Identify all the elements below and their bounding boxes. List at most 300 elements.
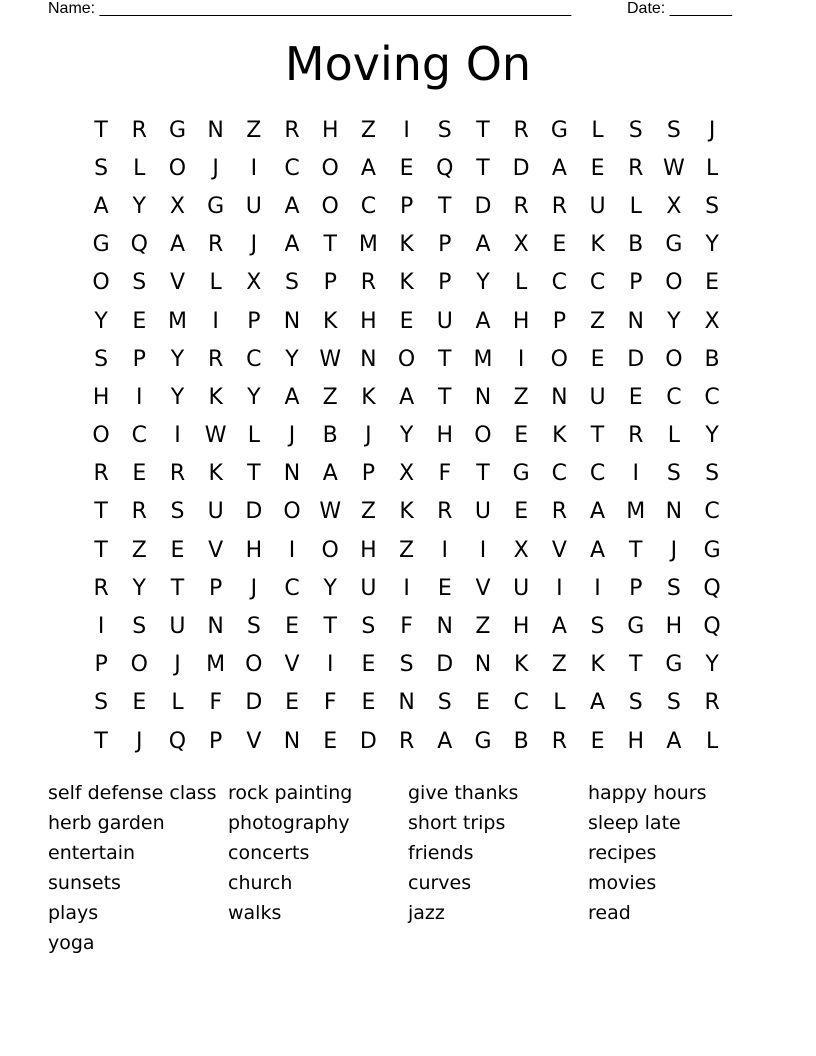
grid-row <box>82 111 732 149</box>
grid-letter[interactable]: L <box>209 270 222 296</box>
grid-letter[interactable]: J <box>365 423 372 449</box>
grid-letter[interactable]: A <box>93 193 109 219</box>
grid-letter[interactable]: E <box>361 652 376 678</box>
grid-letter[interactable]: T <box>628 537 643 563</box>
grid-letter[interactable]: Y <box>170 384 185 410</box>
grid-letter[interactable]: C <box>704 499 720 525</box>
grid-letter[interactable]: D <box>627 346 645 372</box>
grid-letter[interactable]: D <box>245 690 263 716</box>
grid-letter[interactable]: A <box>590 690 606 716</box>
grid-letter[interactable]: X <box>246 270 262 296</box>
grid-letter[interactable]: T <box>94 499 108 525</box>
grid-letter[interactable]: A <box>666 728 682 754</box>
grid-letter[interactable]: J <box>250 232 258 258</box>
word-bank-item: walks <box>228 902 282 924</box>
grid-letter[interactable]: P <box>323 270 337 296</box>
grid-letter[interactable]: I <box>556 575 563 601</box>
grid-letter[interactable]: G <box>474 728 492 754</box>
grid-letter[interactable]: S <box>590 614 605 640</box>
grid-letter[interactable]: S <box>246 614 261 640</box>
grid-letter[interactable]: I <box>174 423 181 449</box>
grid-letter[interactable]: O <box>665 270 683 296</box>
grid-letter[interactable]: O <box>245 652 263 678</box>
grid-letter[interactable]: Q <box>168 728 187 754</box>
grid-letter[interactable]: P <box>552 308 566 334</box>
grid-letter[interactable]: N <box>207 117 224 143</box>
grid-letter[interactable]: Y <box>132 575 146 601</box>
grid-letter[interactable]: O <box>130 652 148 678</box>
grid-letter[interactable]: T <box>94 537 108 563</box>
grid-letter[interactable]: G <box>703 537 721 563</box>
grid-letter[interactable]: K <box>399 270 414 296</box>
grid-letter[interactable]: O <box>168 155 187 181</box>
grid-letter[interactable]: U <box>169 614 186 640</box>
grid-letter[interactable]: T <box>628 652 643 678</box>
grid-letter[interactable]: R <box>628 155 644 181</box>
grid-letter[interactable]: I <box>326 652 334 678</box>
name-field[interactable]: Name: _____________________________________________________ <box>48 0 572 17</box>
grid-letter[interactable]: T <box>476 117 490 143</box>
grid-letter[interactable]: L <box>629 193 642 219</box>
grid-letter[interactable]: N <box>398 690 415 716</box>
grid-letter[interactable]: R <box>131 117 147 143</box>
grid-letter[interactable]: L <box>591 117 604 143</box>
grid-letter[interactable]: F <box>323 690 337 716</box>
grid-letter[interactable]: T <box>323 614 337 640</box>
grid-letter[interactable]: Y <box>94 308 108 334</box>
grid-letter[interactable]: J <box>670 537 678 563</box>
grid-letter[interactable]: A <box>475 308 491 334</box>
grid-letter[interactable]: R <box>398 728 415 754</box>
grid-letter[interactable]: N <box>360 346 377 372</box>
grid-letter[interactable]: E <box>476 690 490 716</box>
grid-letter[interactable]: P <box>361 461 376 487</box>
grid-letter[interactable]: A <box>322 461 338 487</box>
grid-letter[interactable]: R <box>208 232 224 258</box>
grid-letter[interactable]: J <box>212 155 219 181</box>
grid-letter[interactable]: Q <box>703 575 721 601</box>
grid-letter[interactable]: Q <box>436 155 454 181</box>
grid-letter[interactable]: E <box>132 690 147 716</box>
grid-letter[interactable]: Y <box>399 423 414 449</box>
grid-letter[interactable]: L <box>553 690 566 716</box>
grid-letter[interactable]: B <box>628 232 644 258</box>
date-field[interactable]: Date: _______ <box>627 0 732 17</box>
grid-letter[interactable]: Z <box>399 537 415 563</box>
grid-letter[interactable]: R <box>513 117 529 143</box>
grid-letter[interactable]: E <box>170 537 185 563</box>
grid-letter[interactable]: N <box>207 614 224 640</box>
grid-letter[interactable]: O <box>92 423 110 449</box>
grid-letter[interactable]: C <box>284 155 300 181</box>
grid-letter[interactable]: I <box>594 575 601 601</box>
grid-letter[interactable]: Y <box>705 423 719 449</box>
grid-letter[interactable]: M <box>206 652 226 678</box>
grid-letter[interactable]: E <box>132 308 147 334</box>
grid-letter[interactable]: A <box>590 537 606 563</box>
grid-letter[interactable]: F <box>209 690 222 716</box>
grid-letter[interactable]: T <box>438 193 452 219</box>
grid-letter[interactable]: Z <box>360 499 376 525</box>
grid-letter[interactable]: P <box>94 652 108 678</box>
grid-letter[interactable]: N <box>283 728 301 754</box>
grid-letter[interactable]: Y <box>132 193 146 219</box>
grid-letter[interactable]: D <box>512 155 530 181</box>
word-bank-item: church <box>228 872 293 894</box>
grid-letter[interactable]: K <box>208 384 223 410</box>
grid-letter[interactable]: R <box>513 193 529 219</box>
grid-letter[interactable]: O <box>321 155 339 181</box>
grid-letter[interactable]: T <box>590 423 605 449</box>
grid-letter[interactable]: X <box>704 308 720 334</box>
grid-letter[interactable]: S <box>437 690 452 716</box>
grid-letter[interactable]: C <box>131 423 147 449</box>
grid-letter[interactable]: V <box>169 270 185 296</box>
grid-letter[interactable]: E <box>132 461 147 487</box>
grid-letter[interactable]: X <box>513 232 529 258</box>
grid-letter[interactable]: E <box>399 308 414 334</box>
grid-letter[interactable]: X <box>399 461 415 487</box>
grid-letter[interactable]: V <box>551 537 567 563</box>
grid-letter[interactable]: S <box>666 690 681 716</box>
grid-letter[interactable]: E <box>590 346 605 372</box>
grid-letter[interactable]: L <box>133 155 146 181</box>
grid-letter[interactable]: G <box>512 461 530 487</box>
word-bank-item: concerts <box>228 842 310 864</box>
grid-letter[interactable]: Q <box>130 232 148 258</box>
grid-letter[interactable]: R <box>131 499 147 525</box>
grid-letter[interactable]: K <box>552 423 567 449</box>
grid-letter[interactable]: T <box>247 461 261 487</box>
grid-letter[interactable]: A <box>169 232 185 258</box>
grid-letter[interactable]: S <box>628 690 643 716</box>
grid-letter[interactable]: K <box>590 652 605 678</box>
grid-letter[interactable]: H <box>627 728 644 754</box>
grid-letter[interactable]: U <box>436 308 453 334</box>
grid-letter[interactable]: P <box>247 308 261 334</box>
grid-letter[interactable]: M <box>167 308 187 334</box>
grid-letter[interactable]: C <box>513 690 529 716</box>
grid-letter[interactable]: U <box>360 575 377 601</box>
grid-letter[interactable]: E <box>705 270 720 296</box>
grid-letter[interactable]: I <box>97 614 105 640</box>
grid-letter[interactable]: I <box>403 117 410 143</box>
grid-letter[interactable]: E <box>590 728 605 754</box>
grid-letter[interactable]: U <box>207 499 224 525</box>
grid-row <box>82 264 732 302</box>
grid-letter[interactable]: U <box>589 193 606 219</box>
grid-letter[interactable]: C <box>551 461 568 487</box>
grid-letter[interactable]: K <box>399 232 414 258</box>
grid-letter[interactable]: L <box>705 155 719 181</box>
grid-letter[interactable]: E <box>323 728 338 754</box>
grid-letter[interactable]: L <box>667 423 681 449</box>
grid-letter[interactable]: W <box>204 423 227 449</box>
grid-letter[interactable]: G <box>207 193 225 219</box>
grid-letter[interactable]: P <box>438 270 452 296</box>
grid-letter[interactable]: Y <box>705 652 719 678</box>
grid-letter[interactable]: R <box>704 690 720 716</box>
grid-letter[interactable]: O <box>665 346 683 372</box>
grid-letter[interactable]: R <box>551 728 567 754</box>
grid-letter[interactable]: S <box>94 155 109 181</box>
grid-letter[interactable]: G <box>168 117 186 143</box>
grid-letter[interactable]: E <box>514 423 529 449</box>
grid-letter[interactable]: I <box>136 384 143 410</box>
grid-letter[interactable]: N <box>283 308 301 334</box>
grid-letter[interactable]: D <box>245 499 263 525</box>
grid-letter[interactable]: I <box>479 537 487 563</box>
grid-letter[interactable]: K <box>323 308 338 334</box>
grid-letter[interactable]: Z <box>475 614 491 640</box>
grid-letter[interactable]: V <box>246 728 262 754</box>
grid-letter[interactable]: C <box>589 270 606 296</box>
grid-letter[interactable]: C <box>360 193 377 219</box>
grid-letter[interactable]: T <box>476 155 490 181</box>
grid-letter[interactable]: R <box>628 423 644 449</box>
grid-letter[interactable]: V <box>475 575 491 601</box>
grid-letter[interactable]: R <box>284 117 300 143</box>
grid-letter[interactable]: O <box>92 270 110 296</box>
grid-letter[interactable]: A <box>551 155 567 181</box>
grid-letter[interactable]: I <box>212 308 219 334</box>
grid-letter[interactable]: D <box>436 652 454 678</box>
grid-letter[interactable]: R <box>551 499 567 525</box>
grid-letter[interactable]: A <box>551 614 567 640</box>
grid-letter[interactable]: I <box>288 537 296 563</box>
grid-letter[interactable]: U <box>589 384 606 410</box>
grid-letter[interactable]: S <box>628 117 643 143</box>
grid-letter[interactable]: Y <box>247 384 261 410</box>
grid-letter[interactable]: E <box>399 155 414 181</box>
grid-letter[interactable]: M <box>473 346 493 372</box>
grid-letter[interactable]: M <box>626 499 646 525</box>
grid-letter[interactable]: I <box>403 575 410 601</box>
grid-letter[interactable]: O <box>321 537 339 563</box>
grid-letter[interactable]: E <box>285 614 299 640</box>
grid-letter[interactable]: E <box>285 690 299 716</box>
grid-letter[interactable]: S <box>132 614 147 640</box>
grid-letter[interactable]: P <box>629 575 643 601</box>
grid-letter[interactable]: T <box>323 232 337 258</box>
grid-letter[interactable]: N <box>627 308 644 334</box>
grid-letter[interactable]: E <box>437 575 452 601</box>
grid-letter[interactable]: X <box>513 537 529 563</box>
grid-letter[interactable]: X <box>169 193 185 219</box>
grid-letter[interactable]: Z <box>322 384 338 410</box>
grid-letter[interactable]: S <box>666 575 681 601</box>
grid-letter[interactable]: V <box>208 537 224 563</box>
grid-letter[interactable]: L <box>171 690 184 716</box>
grid-letter[interactable]: Y <box>705 232 719 258</box>
grid-letter[interactable]: R <box>551 193 567 219</box>
word-bank-item: friends <box>408 842 474 864</box>
grid-letter[interactable]: E <box>628 384 643 410</box>
grid-letter[interactable]: H <box>512 308 530 334</box>
grid-letter[interactable]: H <box>245 537 263 563</box>
grid-letter[interactable]: S <box>285 270 300 296</box>
grid-letter[interactable]: P <box>399 193 414 219</box>
grid-letter[interactable]: L <box>515 270 528 296</box>
grid-letter[interactable]: R <box>93 575 109 601</box>
grid-letter[interactable]: P <box>629 270 643 296</box>
grid-letter[interactable]: Y <box>476 270 490 296</box>
grid-letter[interactable]: Z <box>551 652 567 678</box>
grid-letter[interactable]: A <box>284 193 300 219</box>
grid-letter[interactable]: A <box>399 384 415 410</box>
grid-letter[interactable]: E <box>552 232 567 258</box>
grid-letter[interactable]: C <box>589 461 606 487</box>
grid-letter[interactable]: T <box>476 461 490 487</box>
grid-letter[interactable]: H <box>360 537 377 563</box>
grid-letter[interactable]: H <box>360 308 377 334</box>
grid-letter[interactable]: T <box>94 117 108 143</box>
grid-letter[interactable]: G <box>665 652 683 678</box>
grid-letter[interactable]: W <box>319 499 342 525</box>
grid-letter[interactable]: R <box>93 461 109 487</box>
grid-letter[interactable]: E <box>514 499 529 525</box>
grid-letter[interactable]: N <box>283 461 301 487</box>
grid-letter[interactable]: Z <box>589 308 606 334</box>
grid-letter[interactable]: Y <box>323 575 337 601</box>
grid-letter[interactable]: S <box>705 193 720 219</box>
grid-letter[interactable]: O <box>397 346 416 372</box>
grid-letter[interactable]: T <box>438 384 452 410</box>
grid-letter[interactable]: H <box>321 117 339 143</box>
grid-letter[interactable]: W <box>663 155 685 181</box>
grid-letter[interactable]: P <box>209 728 223 754</box>
grid-letter[interactable]: Y <box>170 346 185 372</box>
grid-letter[interactable]: S <box>94 690 109 716</box>
grid-letter[interactable]: C <box>666 384 682 410</box>
grid-letter[interactable]: K <box>208 461 223 487</box>
grid-letter[interactable]: C <box>284 575 300 601</box>
grid-letter[interactable]: Z <box>513 384 529 410</box>
grid-letter[interactable]: H <box>436 423 454 449</box>
grid-letter[interactable]: S <box>361 614 376 640</box>
grid-letter[interactable]: S <box>666 117 681 143</box>
grid-letter[interactable]: B <box>322 423 338 449</box>
grid-letter[interactable]: H <box>512 614 530 640</box>
grid-letter[interactable]: A <box>437 728 453 754</box>
grid-letter[interactable]: S <box>666 461 681 487</box>
grid-letter[interactable]: N <box>474 384 492 410</box>
grid-letter[interactable]: I <box>441 537 449 563</box>
grid-letter[interactable]: K <box>399 499 414 525</box>
grid-letter[interactable]: S <box>437 117 452 143</box>
grid-letter[interactable]: K <box>361 384 376 410</box>
grid-row <box>82 569 732 607</box>
grid-letter[interactable]: R <box>208 346 224 372</box>
grid-letter[interactable]: L <box>247 423 260 449</box>
grid-letter[interactable]: F <box>400 614 413 640</box>
grid-letter[interactable]: N <box>665 499 683 525</box>
grid-letter[interactable]: N <box>474 652 492 678</box>
grid-letter[interactable]: Z <box>360 117 376 143</box>
grid-letter[interactable]: G <box>627 614 645 640</box>
grid-letter[interactable]: U <box>245 193 262 219</box>
grid-letter[interactable]: I <box>632 461 639 487</box>
grid-letter[interactable]: S <box>399 652 414 678</box>
grid-letter[interactable]: W <box>319 346 342 372</box>
grid-letter[interactable]: O <box>550 346 568 372</box>
grid-letter[interactable]: V <box>284 652 300 678</box>
word-bank-item: sunsets <box>48 872 121 894</box>
grid-letter[interactable]: E <box>590 155 605 181</box>
grid-letter[interactable]: N <box>436 614 454 640</box>
grid-letter[interactable]: A <box>475 232 491 258</box>
grid-letter[interactable]: S <box>94 346 109 372</box>
grid-letter[interactable]: H <box>665 614 683 640</box>
grid-letter[interactable]: K <box>513 652 529 678</box>
grid-letter[interactable]: O <box>321 193 339 219</box>
grid-letter[interactable]: B <box>704 346 720 372</box>
grid-letter[interactable]: A <box>284 384 300 410</box>
grid-row <box>82 226 732 264</box>
grid-letter[interactable]: A <box>284 232 300 258</box>
grid-letter[interactable]: D <box>359 728 377 754</box>
grid-letter[interactable]: X <box>666 193 682 219</box>
grid-letter[interactable]: I <box>250 155 258 181</box>
grid-letter[interactable]: N <box>551 384 568 410</box>
grid-letter[interactable]: S <box>132 270 147 296</box>
grid-letter[interactable]: L <box>705 728 719 754</box>
grid-letter[interactable]: F <box>438 461 452 487</box>
grid-letter[interactable]: C <box>704 384 720 410</box>
grid-letter[interactable]: C <box>246 346 262 372</box>
grid-letter[interactable]: J <box>250 575 258 601</box>
grid-letter[interactable]: P <box>438 232 452 258</box>
grid-letter[interactable]: J <box>136 728 143 754</box>
grid-letter[interactable]: C <box>551 270 568 296</box>
grid-letter[interactable]: P <box>209 575 223 601</box>
grid-letter[interactable]: T <box>94 728 108 754</box>
grid-letter[interactable]: R <box>437 499 453 525</box>
grid-letter[interactable]: U <box>513 575 530 601</box>
grid-letter[interactable]: Z <box>246 117 262 143</box>
grid-letter[interactable]: M <box>358 232 378 258</box>
grid-letter[interactable]: O <box>474 423 492 449</box>
grid-letter[interactable]: S <box>170 499 185 525</box>
grid-letter[interactable]: D <box>474 193 492 219</box>
grid-letter[interactable]: P <box>132 346 146 372</box>
grid-letter[interactable]: R <box>360 270 377 296</box>
grid-letter[interactable]: J <box>288 423 296 449</box>
grid-letter[interactable]: S <box>705 461 720 487</box>
grid-letter[interactable]: I <box>517 346 525 372</box>
grid-letter[interactable]: G <box>665 232 683 258</box>
grid-letter[interactable]: U <box>474 499 492 525</box>
grid-letter[interactable]: Q <box>703 614 721 640</box>
grid-letter[interactable]: A <box>590 499 606 525</box>
grid-letter[interactable]: Y <box>667 308 681 334</box>
grid-letter[interactable]: G <box>92 232 110 258</box>
grid-letter[interactable]: T <box>170 575 185 601</box>
grid-letter[interactable]: T <box>438 346 452 372</box>
grid-letter[interactable]: J <box>174 652 181 678</box>
grid-letter[interactable]: H <box>92 384 110 410</box>
grid-letter[interactable]: K <box>590 232 605 258</box>
grid-letter[interactable]: O <box>283 499 301 525</box>
grid-letter[interactable]: B <box>513 728 529 754</box>
grid-letter[interactable]: E <box>361 690 376 716</box>
grid-letter[interactable]: J <box>708 117 716 143</box>
grid-letter[interactable]: G <box>550 117 568 143</box>
grid-letter[interactable]: A <box>360 155 376 181</box>
grid-letter[interactable]: Z <box>131 537 147 563</box>
grid-letter[interactable]: Y <box>285 346 299 372</box>
grid-letter[interactable]: R <box>169 461 186 487</box>
